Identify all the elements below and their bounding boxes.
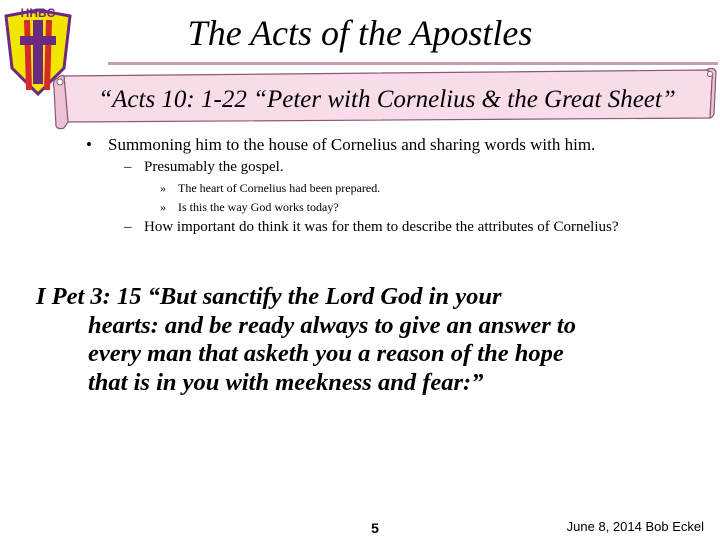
bullet-text: Summoning him to the house of Cornelius and sharing words with him.: [108, 135, 596, 154]
banner-text: “Acts 10: 1-22 “Peter with Cornelius & the Great Sheet”: [98, 86, 676, 113]
scripture-banner: [50, 66, 718, 130]
bullet-dot-icon: •: [86, 135, 92, 154]
logo-text: HHBC: [20, 6, 56, 20]
dash-icon: –: [124, 159, 132, 175]
quote-line: I Pet 3: 15 “But sanctify the Lord God in your: [36, 283, 502, 310]
quote-line: that is in you with meekness and fear:”: [88, 368, 484, 396]
sub-sub-bullet-text: Is this the way God works today?: [178, 200, 339, 214]
sub-bullet-text: Presumably the gospel.: [144, 159, 284, 175]
guillemet-icon: »: [160, 200, 166, 214]
quote-line: every man that asketh you a reason of the hope: [88, 340, 564, 367]
sub-sub-bullet-text: The heart of Cornelius had been prepared.: [178, 181, 381, 195]
page-number: 5: [371, 520, 379, 536]
sub-bullet-text: How important do think it was for them to describe the attributes of Cornelius?: [144, 219, 619, 235]
footer-date-author: June 8, 2014 Bob Eckel: [566, 519, 704, 534]
quote-line: hearts: and be ready always to give an answer to: [88, 311, 576, 339]
guillemet-icon: »: [160, 181, 166, 195]
slide-title: The Acts of the Apostles: [187, 13, 533, 53]
scripture-quote: [36, 283, 706, 397]
title-divider: [108, 62, 718, 65]
dash-icon: –: [124, 219, 132, 235]
